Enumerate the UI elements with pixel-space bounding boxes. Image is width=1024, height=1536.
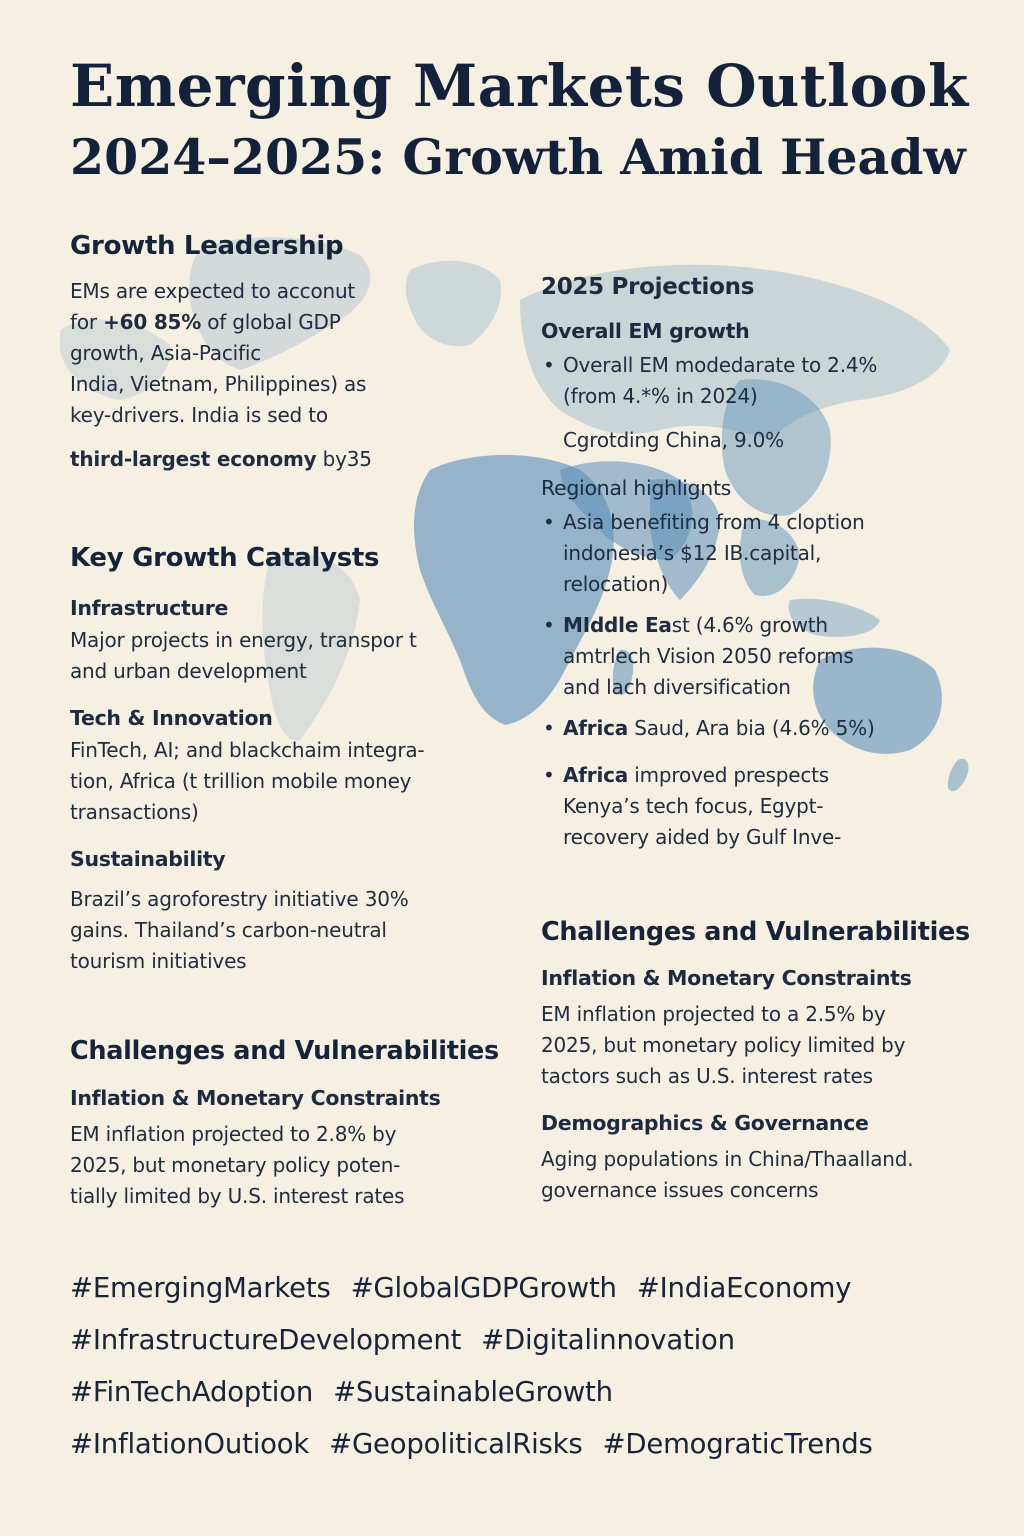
regional-heading: Regional highlignts xyxy=(541,476,732,500)
inflation-left-text: 2025, but monetary policy poten- xyxy=(70,1153,401,1177)
page-title xyxy=(70,52,1000,188)
growth-leadership-heading: Growth Leadership xyxy=(70,231,344,261)
tech-text: FinTech, AI; and blackchaim integra- xyxy=(70,738,425,762)
tech-heading: Tech & Innovation xyxy=(70,706,273,730)
catalysts-heading: Key Growth Catalysts xyxy=(70,543,380,573)
list-item: • Asia benefiting from 4 cloption indonesia’s $12 ⅠB.capital, relocation) xyxy=(543,510,865,596)
overall-growth-heading: Overall EM growth xyxy=(541,319,750,343)
growth-leadership-line: EMs are expected to acconut xyxy=(70,279,356,303)
demographics-text: Aging populations in China/Thaalland. xyxy=(541,1147,914,1171)
list-item: • Overall EM modedarate to 2.4% (from 4.*% in 2024) xyxy=(543,353,878,408)
sustainability-text: Brazil’s agroforestry initiative 30% xyxy=(70,887,409,911)
projections-section xyxy=(541,270,986,853)
list-item: • Africa improved prespects Kenya’s tech focus, Egypt- recovery aided by Gulf Inve- xyxy=(543,763,842,849)
inflation-right-heading: Inflation & Monetary Constraints xyxy=(541,966,912,990)
hashtag-row xyxy=(70,1314,1000,1366)
sustainability-text: gains. Thailand’s carbon-neutral xyxy=(70,918,387,942)
overall-growth-list xyxy=(541,350,986,412)
sustainability-heading: Sustainability xyxy=(70,847,226,871)
excluding-china-text: Cgrotding China, 9.0% xyxy=(563,428,784,452)
inflation-left-text: tially limited by U.S. interest rates xyxy=(70,1184,405,1208)
hashtag[interactable]: #IndiaEconomy xyxy=(636,1272,852,1304)
infrastructure-text: and urban development xyxy=(70,659,307,683)
catalysts-section xyxy=(70,541,520,977)
inflation-right-text: 2025, but monetary policy limited by xyxy=(541,1033,906,1057)
infrastructure-heading: Infrastructure xyxy=(70,596,229,620)
hashtag-list xyxy=(70,1262,1000,1470)
hashtag[interactable]: #InflationOutiook xyxy=(70,1428,310,1460)
inflation-left-heading: Inflation & Monetary Constraints xyxy=(70,1086,441,1110)
projections-heading: 2025 Projections xyxy=(541,274,755,300)
challenges-right-section xyxy=(541,915,1001,1206)
hashtag[interactable]: #FinTechAdoption xyxy=(70,1376,314,1408)
gdp-share-highlight: +60 85% xyxy=(103,310,202,334)
demographics-text: governance issues concerns xyxy=(541,1178,819,1202)
hashtag[interactable]: #InfrastructureDevelopment xyxy=(70,1324,462,1356)
list-item: • Africa Saud, Ara bia (4.6% 5%) xyxy=(543,716,875,740)
list-item: • MIddle East (4.6% growth amtrlech Vision 2050 reforms and lach diversification xyxy=(543,613,854,699)
growth-leadership-section xyxy=(70,229,520,475)
hashtag[interactable]: #GeopoliticalRisks xyxy=(329,1428,583,1460)
demographics-heading: Demographics & Governance xyxy=(541,1111,869,1135)
hashtag[interactable]: #GlobalGDPGrowth xyxy=(350,1272,617,1304)
title-line-1: Emerging Markets Outlook xyxy=(70,52,969,120)
hashtag-row xyxy=(70,1262,1000,1314)
inflation-left-text: EM inflation projected to 2.8% by xyxy=(70,1122,397,1146)
growth-leadership-line: India, Vietnam, Philippines) as xyxy=(70,372,367,396)
tech-text: transactions) xyxy=(70,800,199,824)
inflation-right-text: tactors such as U.S. interest rates xyxy=(541,1064,873,1088)
challenges-left-heading: Challenges and Vulnerabilities xyxy=(70,1036,499,1066)
growth-leadership-line: for +60 85% of global GDP xyxy=(70,310,341,334)
title-line-2: 2024–2025: Growth Amid Headw xyxy=(70,128,966,186)
infrastructure-text: Major projects in energy, transpor t xyxy=(70,628,417,652)
growth-leadership-line: key-drivers. India is sed to xyxy=(70,403,328,427)
hashtag[interactable]: #EmergingMarkets xyxy=(70,1272,331,1304)
hashtag[interactable]: #SustainableGrowth xyxy=(333,1376,613,1408)
hashtag[interactable]: #DemograticTrends xyxy=(602,1428,873,1460)
regional-list xyxy=(541,507,986,853)
hashtag-row xyxy=(70,1418,1000,1470)
hashtag[interactable]: #Digitalinnovation xyxy=(481,1324,735,1356)
challenges-right-heading: Challenges and Vulnerabilities xyxy=(541,917,970,947)
inflation-right-text: EM inflation projected to a 2.5% by xyxy=(541,1002,886,1026)
third-largest-highlight: third-largest economy xyxy=(70,447,317,471)
sustainability-text: tourism initiatives xyxy=(70,949,247,973)
hashtag-row xyxy=(70,1366,1000,1418)
growth-leadership-line: growth, Asia-Pacific xyxy=(70,341,262,365)
growth-leadership-line: third-largest economy by35 xyxy=(70,447,372,471)
challenges-left-section xyxy=(70,1034,530,1212)
tech-text: tion, Africa (t trillion mobile money xyxy=(70,769,412,793)
